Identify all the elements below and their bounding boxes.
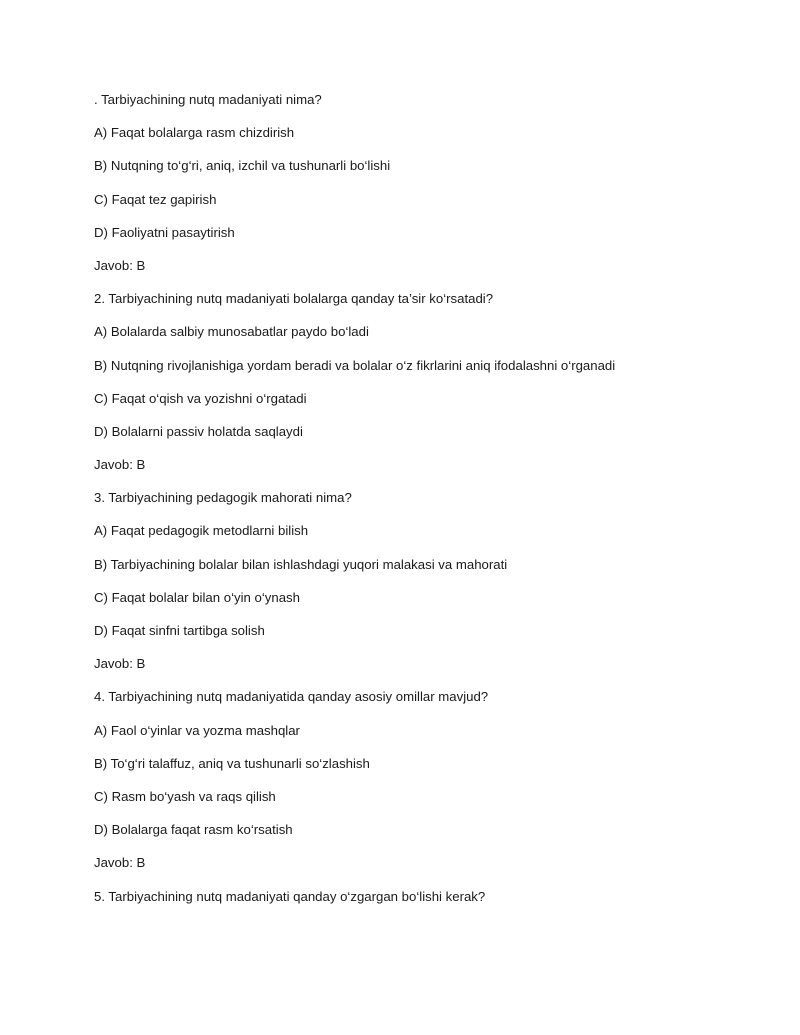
question-1-answer: Javob: B (94, 257, 146, 273)
question-1-option-d: D) Faoliyatni pasaytirish (94, 224, 235, 240)
question-2-option-b: B) Nutqning rivojlanishiga yordam beradi va bolalar o‘z fikrlarini aniq ifodalashni o‘rganadi (94, 357, 616, 373)
question-3-option-a: A) Faqat pedagogik metodlarni bilish (94, 523, 309, 539)
question-2-option-c: C) Faqat o‘qish va yozishni o‘rgatadi (94, 390, 307, 406)
question-3-option-d: D) Faqat sinfni tartibga solish (94, 623, 265, 638)
question-2-option-d: D) Bolalarni passiv holatda saqlaydi (94, 423, 303, 439)
question-2-answer: Javob: B (94, 457, 146, 473)
question-3-answer: Javob: B (94, 656, 146, 672)
question-4-option-b: B) To‘g‘ri talaffuz, aniq va tushunarli so‘zlashish (94, 755, 370, 771)
question-2-text: 2. Tarbiyachining nutq madaniyati bolalarga qanday ta’sir ko‘rsatadi? (94, 291, 494, 307)
question-2-option-a: A) Bolalarda salbiy munosabatlar paydo bo‘ladi (94, 324, 369, 340)
document-content (94, 91, 774, 921)
question-1-text: . Tarbiyachining nutq madaniyati nima? (94, 92, 322, 107)
question-4-option-d: D) Bolalarga faqat rasm ko‘rsatish (94, 822, 293, 838)
question-4-answer: Javob: B (94, 855, 146, 871)
question-1-option-c: C) Faqat tez gapirish (94, 191, 217, 207)
question-3-option-c: C) Faqat bolalar bilan o‘yin o‘ynash (94, 589, 300, 605)
question-1-option-a: A) Faqat bolalarga rasm chizdirish (94, 125, 295, 141)
question-1-option-b: B) Nutqning to‘g‘ri, aniq, izchil va tushunarli bo‘lishi (94, 158, 391, 174)
question-4-text: 4. Tarbiyachining nutq madaniyatida qanday asosiy omillar mavjud? (94, 689, 489, 705)
question-3-option-b: B) Tarbiyachining bolalar bilan ishlashdagi yuqori malakasi va mahorati (94, 556, 508, 572)
question-3-text: 3. Tarbiyachining pedagogik mahorati nima? (94, 490, 352, 506)
question-4-option-c: C) Rasm bo‘yash va raqs qilish (94, 788, 276, 804)
question-4-option-a: A) Faol o‘yinlar va yozma mashqlar (94, 722, 300, 738)
question-5-text: 5. Tarbiyachining nutq madaniyati qanday o‘zgargan bo‘lishi kerak? (94, 888, 486, 904)
